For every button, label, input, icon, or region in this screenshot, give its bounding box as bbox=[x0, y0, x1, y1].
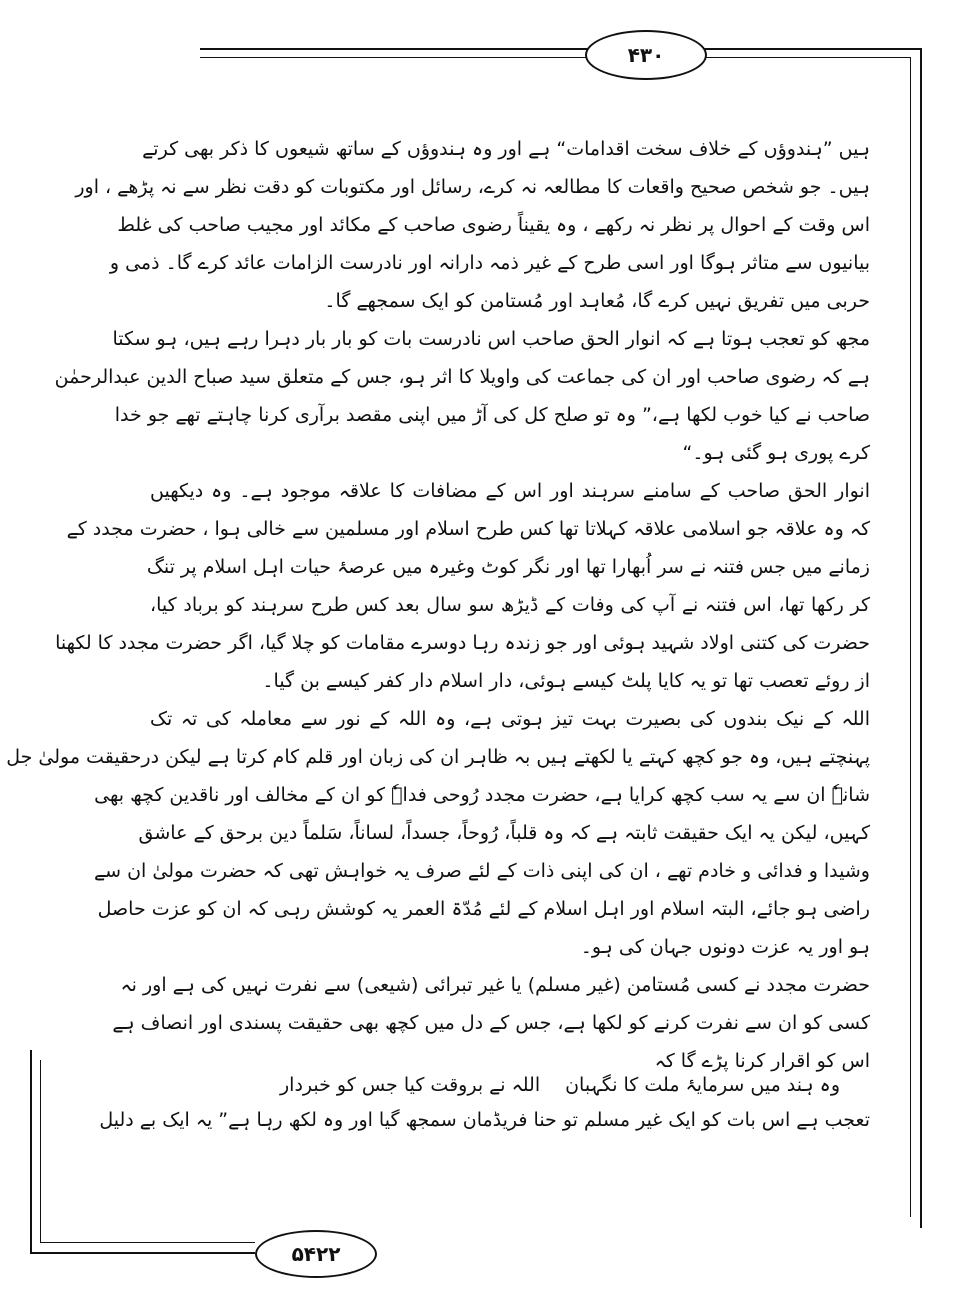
text-line: کر رکھا تھا، اس فتنہ نے آپ کی وفات کے ڈیڑھ سو سال بعد کس طرح سرہند کو برباد کیا، bbox=[150, 594, 870, 616]
frame-bottom-outer bbox=[30, 1252, 255, 1254]
text-line: انوار الحق صاحب کے سامنے سرہند اور اس کے مضافات کا علاقہ موجود ہے۔ وہ دیکھیں bbox=[150, 480, 870, 502]
text-line: ہیں۔ جو شخص صحیح واقعات کا مطالعہ نہ کرے، رسائل اور مکتوبات کو دقت نظر سے نہ پڑھے ، اور bbox=[75, 176, 870, 198]
text-line: وشیدا و فدائی و خادم تھے ، ان کی اپنی ذات کے لئے صرف یہ خواہش تھی کہ حضرت مولیٰ ان سے bbox=[94, 860, 870, 882]
text-line: ہے کہ رضوی صاحب اور ان کی جماعت کی واویلا کا اثر ہو، جس کے متعلق سید صباح الدین عبدالرحمٰن bbox=[54, 366, 870, 388]
frame-right-outer bbox=[920, 48, 922, 1228]
text-line-tail: تعجب ہے اس بات کو ایک غیر مسلم تو حنا فریڈمان سمجھ گیا اور وہ لکھ رہا ہے” یہ ایک بے دلیل bbox=[99, 1109, 870, 1131]
text-line: اس کو اقرار کرنا پڑے گا کہ bbox=[654, 1050, 870, 1072]
verse-left: اللہ نے بروقت کیا جس کو خبردار bbox=[280, 1074, 541, 1096]
text-line: اللہ کے نیک بندوں کی بصیرت بہت تیز ہوتی ہے، وہ اللہ کے نور سے معاملہ کی تہ تک bbox=[150, 708, 870, 730]
text-line: زمانے میں جس فتنہ نے سر اُبھارا تھا اور نگر کوٹ وغیرہ میں عرصۂ حیات اہل اسلام پر تنگ bbox=[146, 556, 870, 578]
text-line: شانہٗ ان سے یہ سب کچھ کرایا ہے، حضرت مجدد رُوحی فداہٗ کو ان کے مخالف اور ناقدین کچھ بھی bbox=[94, 784, 870, 806]
frame-right-inner bbox=[910, 57, 911, 1217]
text-line: راضی ہو جائے، البتہ اسلام اور اہل اسلام کے لئے مُدّۃ العمر یہ کوشش رہی کہ ان کو عزت حاصل bbox=[97, 898, 870, 920]
text-line: از روئے تعصب تھا تو یہ کایا پلٹ کیسے ہوئی، دار اسلام دار کفر کیسے بن گیا۔ bbox=[262, 670, 870, 692]
text-line: ہیں ”ہندوؤں کے خلاف سخت اقدامات“ ہے اور وہ ہندوؤں کے ساتھ شیعوں کا ذکر بھی کرتے bbox=[142, 138, 870, 160]
text-line: مجھ کو تعجب ہوتا ہے کہ انوار الحق صاحب اس نادرست بات کو بار بار دہرا رہے ہیں، ہو سکتا bbox=[112, 328, 870, 350]
verse-right: وہ ہند میں سرمایۂ ملت کا نگہبان bbox=[565, 1074, 840, 1096]
frame-top-inner bbox=[200, 57, 910, 58]
page-number-top: ۴۳۰ bbox=[585, 30, 707, 80]
text-line: حضرت مجدد نے کسی مُستامن (غیر مسلم) یا غیر تبرائی (شیعی) سے نفرت نہیں کی ہے اور نہ bbox=[120, 974, 870, 996]
text-line: بیانیوں سے متاثر ہوگا اور اسی طرح کے غیر ذمہ دارانہ اور نادرست الزامات عائد کرے گا۔ ذمی و bbox=[109, 252, 870, 274]
text-line: حضرت کی کتنی اولاد شہید ہوئی اور جو زندہ رہا دوسرے مقامات کو چلا گیا، اگر حضرت مجدد کا لکھنا bbox=[55, 632, 870, 654]
page-number-bottom: ۵۴۲۲ bbox=[255, 1230, 377, 1278]
frame-top-outer bbox=[200, 48, 920, 50]
text-line: کسی کو ان سے نفرت کرنے کو لکھا ہے، جس کے دل میں کچھ بھی حقیقت پسندی اور انصاف ہے bbox=[112, 1012, 870, 1034]
frame-left-inner bbox=[40, 1060, 41, 1242]
text-line: حربی میں تفریق نہیں کرے گا، مُعاہد اور مُستامن کو ایک سمجھے گا۔ bbox=[324, 290, 870, 312]
page-text bbox=[6, 130, 870, 1080]
text-line: ہو اور یہ عزت دونوں جہان کی ہو۔ bbox=[580, 936, 870, 958]
text-line: صاحب نے کیا خوب لکھا ہے،” وہ تو صلح کل کی آڑ میں اپنی مقصد برآری کرنا چاہتے تھے جو خدا bbox=[114, 404, 870, 426]
text-line: کرے پوری ہو گئی ہو۔“ bbox=[682, 442, 870, 464]
frame-bottom-inner bbox=[40, 1242, 255, 1243]
text-line: کہیں، لیکن یہ ایک حقیقت ثابتہ ہے کہ وہ قلباً، رُوحاً، جسداً، لساناً، سَلماً دین برحق کے عاشق bbox=[138, 822, 870, 844]
text-line: کہ وہ علاقہ جو اسلامی علاقہ کہلاتا تھا کس طرح اسلام اور مسلمین سے خالی ہوا ، حضرت مجدد کے bbox=[66, 518, 870, 540]
frame-left-outer bbox=[30, 1050, 32, 1252]
verse-couplet bbox=[280, 1070, 840, 1100]
text-line: پہنچتے ہیں، وہ جو کچھ کہتے یا لکھتے ہیں بہ ظاہر ان کی زبان اور قلم کام کرتا ہے لیکن درحقیقت مولیٰ جل bbox=[6, 746, 870, 768]
text-line: اس وقت کے احوال پر نظر نہ رکھے ، وہ یقیناً رضوی صاحب کے مکائد اور مجیب صاحب کی غلط bbox=[117, 214, 870, 236]
